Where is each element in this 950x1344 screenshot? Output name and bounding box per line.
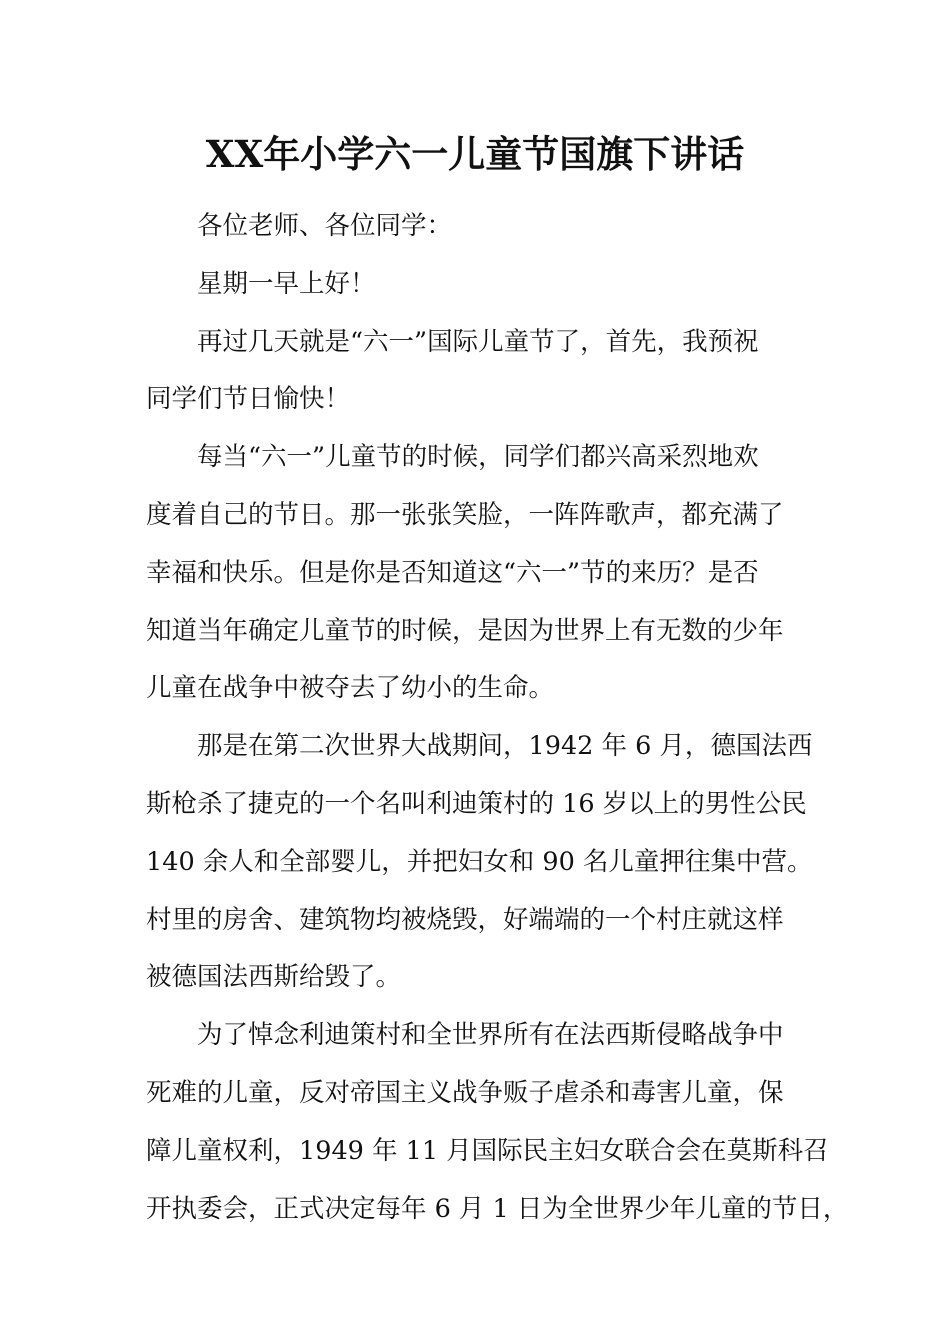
text-line: 星期一早上好！: [197, 268, 376, 299]
text-line: 儿童在战争中被夺去了幼小的生命。: [146, 673, 555, 704]
text-line: 每当“六一”儿童节的时候，同学们都兴高采烈地欢: [197, 442, 759, 473]
text-line: 障儿童权利，1949 年 11 月国际民主妇女联合会在莫斯科召: [146, 1135, 829, 1166]
text-line: 被德国法西斯给毁了。: [146, 962, 402, 993]
text-line: 度着自己的节日。那一张张笑脸，一阵阵歌声，都充满了: [146, 499, 784, 530]
text-line: 开执委会，正式决定每年 6 月 1 日为全世界少年儿童的节日，: [146, 1193, 849, 1224]
text-line: 为了悼念利迪策村和全世界所有在法西斯侵略战争中: [197, 1020, 784, 1051]
document-title: XX年小学六一儿童节国旗下讲话: [205, 132, 745, 176]
text-line: 140 余人和全部婴儿，并把妇女和 90 名儿童押往集中营。: [146, 846, 813, 877]
text-line: 同学们节日愉快！: [146, 384, 351, 415]
text-line: 知道当年确定儿童节的时候，是因为世界上有无数的少年: [146, 615, 784, 646]
text-line: 死难的儿童，反对帝国主义战争贩子虐杀和毒害儿童，保: [146, 1077, 784, 1108]
text-line: 斯枪杀了捷克的一个名叫利迪策村的 16 岁以上的男性公民: [146, 788, 807, 819]
text-line: 再过几天就是“六一”国际儿童节了，首先，我预祝: [197, 326, 759, 357]
text-line: 村里的房舍、建筑物均被烧毁，好端端的一个村庄就这样: [146, 904, 784, 935]
text-line: 幸福和快乐。但是你是否知道这“六一”节的来历？是否: [146, 557, 759, 588]
text-line: 各位老师、各位同学：: [197, 211, 453, 241]
document-body: [146, 198, 849, 1238]
text-line: 那是在第二次世界大战期间，1942 年 6 月，德国法西: [197, 731, 813, 762]
